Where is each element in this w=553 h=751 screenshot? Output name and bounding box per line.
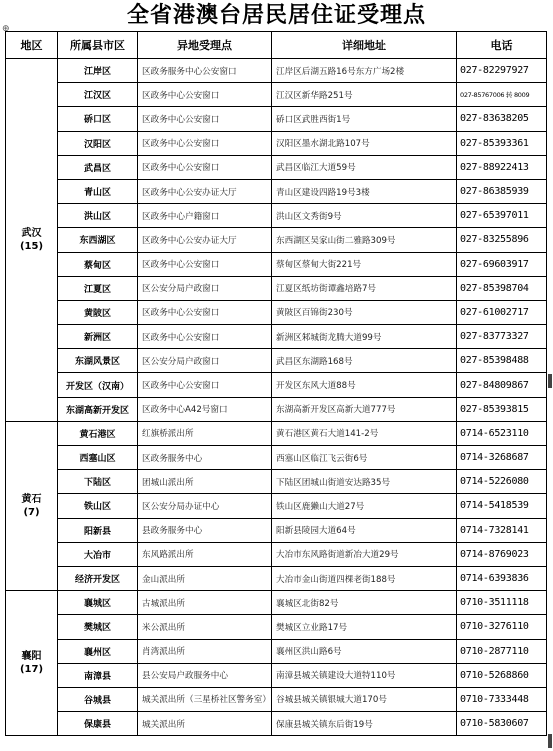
office-cell: 区政务中心公安办证大厅 (138, 228, 272, 252)
district-cell: 经济开发区 (58, 566, 138, 590)
phone-cell: 0714-3268687 (457, 446, 547, 470)
office-cell: 东风路派出所 (138, 542, 272, 566)
district-cell: 蔡甸区 (58, 252, 138, 276)
office-cell: 县政务服务中心 (138, 518, 272, 542)
table-row (6, 615, 547, 639)
table-row (6, 542, 547, 566)
address-cell: 樊城区立业路17号 (272, 615, 457, 639)
office-cell: 区政务中心公安窗口 (138, 107, 272, 131)
address-cell: 南漳县城关镇建设大道特110号 (272, 663, 457, 687)
address-cell: 西塞山区临江飞云街6号 (272, 446, 457, 470)
table-row (6, 566, 547, 590)
region-count: (7) (23, 506, 40, 518)
table-row (6, 494, 547, 518)
office-cell: 肖湾派出所 (138, 639, 272, 663)
office-cell: 区政务中心公安窗口 (138, 325, 272, 349)
address-cell: 蔡甸区蔡甸大街221号 (272, 252, 457, 276)
address-cell: 江夏区纸坊街谭鑫培路7号 (272, 276, 457, 300)
district-cell: 襄州区 (58, 639, 138, 663)
district-cell: 东西湖区 (58, 228, 138, 252)
address-cell: 江岸区后湖五路16号东方广场2楼 (272, 59, 457, 83)
district-cell: 黄陂区 (58, 300, 138, 324)
table-row (6, 373, 547, 397)
page-title: 全省港澳台居民居住证受理点 (126, 3, 426, 28)
address-cell: 阳新县陵园大道64号 (272, 518, 457, 542)
address-cell: 下陆区团城山街道安达路35号 (272, 470, 457, 494)
address-cell: 汉阳区墨水湖北路107号 (272, 131, 457, 155)
table-row (6, 83, 547, 107)
phone-cell: 027-83638205 (457, 107, 547, 131)
office-cell: 城关派出所（三星桥社区警务室） (138, 687, 272, 711)
region-name: 武汉 (21, 227, 42, 239)
table-row (6, 470, 547, 494)
district-cell: 保康县 (58, 712, 138, 736)
phone-cell: 0710-2877110 (457, 639, 547, 663)
office-cell: 米公派出所 (138, 615, 272, 639)
table-header-row (6, 32, 547, 59)
office-cell: 区政务中心公安窗口 (138, 155, 272, 179)
scroll-marker (548, 374, 552, 388)
address-cell: 黄陂区百锦街230号 (272, 300, 457, 324)
address-cell: 硚口区武胜西街1号 (272, 107, 457, 131)
address-cell: 东湖高新开发区高新大道777号 (272, 397, 457, 421)
table-row (6, 712, 547, 736)
address-cell: 大冶市金山街道四棵老街188号 (272, 566, 457, 590)
region-name: 黄石 (21, 493, 42, 505)
region-cell (6, 421, 58, 590)
district-cell: 洪山区 (58, 204, 138, 228)
header-district: 所属县市区 (58, 32, 138, 59)
office-cell: 区公安分局办证中心 (138, 494, 272, 518)
table-row (6, 252, 547, 276)
district-cell: 硚口区 (58, 107, 138, 131)
phone-cell: 027-83255896 (457, 228, 547, 252)
phone-cell: 0714-6393836 (457, 566, 547, 590)
address-cell: 江汉区新华路251号 (272, 83, 457, 107)
phone-cell: 027-85393361 (457, 131, 547, 155)
phone-cell: 027-83773327 (457, 325, 547, 349)
table-row (6, 131, 547, 155)
office-cell: 县公安局户政服务中心 (138, 663, 272, 687)
phone-cell: 027-82297927 (457, 59, 547, 83)
phone-cell: 0710-5268860 (457, 663, 547, 687)
table-row (6, 325, 547, 349)
office-cell: 区政务中心A42号窗口 (138, 397, 272, 421)
office-cell: 区政务中心户籍窗口 (138, 204, 272, 228)
office-cell: 红旗桥派出所 (138, 421, 272, 445)
table-row (6, 421, 547, 445)
district-cell: 东湖风景区 (58, 349, 138, 373)
office-cell: 区公安分局户政窗口 (138, 276, 272, 300)
scroll-marker (548, 734, 552, 748)
address-cell: 大冶市东风路街道新冶大道29号 (272, 542, 457, 566)
header-address: 详细地址 (272, 32, 457, 59)
phone-cell: 027-69603917 (457, 252, 547, 276)
table-row (6, 663, 547, 687)
district-cell: 大冶市 (58, 542, 138, 566)
region-cell (6, 591, 58, 736)
header-phone: 电话 (457, 32, 547, 59)
district-cell: 阳新县 (58, 518, 138, 542)
office-cell: 区政务服务中心 (138, 446, 272, 470)
office-cell: 城关派出所 (138, 712, 272, 736)
phone-cell: 0714-6523110 (457, 421, 547, 445)
region-name: 襄阳 (21, 651, 42, 663)
phone-cell: 0710-3511118 (457, 591, 547, 615)
phone-cell: 027-88922413 (457, 155, 547, 179)
table-row (6, 59, 547, 83)
office-cell: 区公安分局户政窗口 (138, 349, 272, 373)
table-row (6, 687, 547, 711)
table-row (6, 204, 547, 228)
region-cell (6, 59, 58, 422)
office-cell: 金山派出所 (138, 566, 272, 590)
address-cell: 襄州区洪山路6号 (272, 639, 457, 663)
table-row (6, 179, 547, 203)
district-cell: 武昌区 (58, 155, 138, 179)
table-row (6, 276, 547, 300)
phone-cell: 0710-7333448 (457, 687, 547, 711)
phone-cell: 027-85393815 (457, 397, 547, 421)
district-cell: 江汉区 (58, 83, 138, 107)
office-cell: 区政务中心公安窗口 (138, 373, 272, 397)
address-cell: 黄石港区黄石大道141-2号 (272, 421, 457, 445)
address-cell: 谷城县城关镇银城大道170号 (272, 687, 457, 711)
office-cell: 古城派出所 (138, 591, 272, 615)
address-cell: 新洲区邾城街龙腾大道99号 (272, 325, 457, 349)
address-cell: 开发区东风大道88号 (272, 373, 457, 397)
office-cell: 区政务中心公安窗口 (138, 300, 272, 324)
district-cell: 樊城区 (58, 615, 138, 639)
address-cell: 铁山区鹿獭山大道27号 (272, 494, 457, 518)
phone-cell: 0710-5830607 (457, 712, 547, 736)
district-cell: 新洲区 (58, 325, 138, 349)
office-table (5, 31, 547, 736)
table-row (6, 591, 547, 615)
phone-cell: 0714-5418539 (457, 494, 547, 518)
phone-cell: 027-85398704 (457, 276, 547, 300)
phone-cell: 027-61002717 (457, 300, 547, 324)
district-cell: 下陆区 (58, 470, 138, 494)
address-cell: 武昌区临江大道59号 (272, 155, 457, 179)
phone-cell: 027-86385939 (457, 179, 547, 203)
region-count: (15) (19, 240, 44, 252)
address-cell: 东西湖区吴家山街二雅路309号 (272, 228, 457, 252)
address-cell: 青山区建设四路19号3楼 (272, 179, 457, 203)
phone-cell: 027-85767006 转 8009 (457, 83, 547, 107)
table-row (6, 397, 547, 421)
table-row (6, 446, 547, 470)
district-cell: 西塞山区 (58, 446, 138, 470)
address-cell: 襄城区北街82号 (272, 591, 457, 615)
district-cell: 江岸区 (58, 59, 138, 83)
office-cell: 区政务服务中心公安窗口 (138, 59, 272, 83)
phone-cell: 027-84809867 (457, 373, 547, 397)
address-cell: 保康县城关镇东后街19号 (272, 712, 457, 736)
phone-cell: 0710-3276110 (457, 615, 547, 639)
table-row (6, 518, 547, 542)
phone-cell: 027-65397011 (457, 204, 547, 228)
header-office: 异地受理点 (138, 32, 272, 59)
table-row (6, 300, 547, 324)
district-cell: 青山区 (58, 179, 138, 203)
address-cell: 洪山区文秀街9号 (272, 204, 457, 228)
table-row (6, 228, 547, 252)
district-cell: 汉阳区 (58, 131, 138, 155)
table-row (6, 349, 547, 373)
table-move-handle-icon[interactable]: ⊕ (2, 24, 10, 34)
district-cell: 铁山区 (58, 494, 138, 518)
phone-cell: 0714-5226080 (457, 470, 547, 494)
district-cell: 谷城县 (58, 687, 138, 711)
phone-cell: 027-85398488 (457, 349, 547, 373)
phone-cell: 0714-8769023 (457, 542, 547, 566)
address-cell: 武昌区东湖路168号 (272, 349, 457, 373)
header-region: 地区 (6, 32, 58, 59)
office-cell: 区政务中心公安办证大厅 (138, 179, 272, 203)
region-count: (17) (19, 664, 44, 676)
office-cell: 区政务中心公安窗口 (138, 131, 272, 155)
phone-cell: 0714-7328141 (457, 518, 547, 542)
district-cell: 江夏区 (58, 276, 138, 300)
district-cell: 南漳县 (58, 663, 138, 687)
office-cell: 区政务中心公安窗口 (138, 252, 272, 276)
table-row (6, 107, 547, 131)
district-cell: 黄石港区 (58, 421, 138, 445)
district-cell: 襄城区 (58, 591, 138, 615)
office-cell: 团城山派出所 (138, 470, 272, 494)
district-cell: 开发区（汉南） (58, 373, 138, 397)
office-cell: 区政务中心公安窗口 (138, 83, 272, 107)
table-row (6, 639, 547, 663)
table-row (6, 155, 547, 179)
district-cell: 东湖高新开发区 (58, 397, 138, 421)
